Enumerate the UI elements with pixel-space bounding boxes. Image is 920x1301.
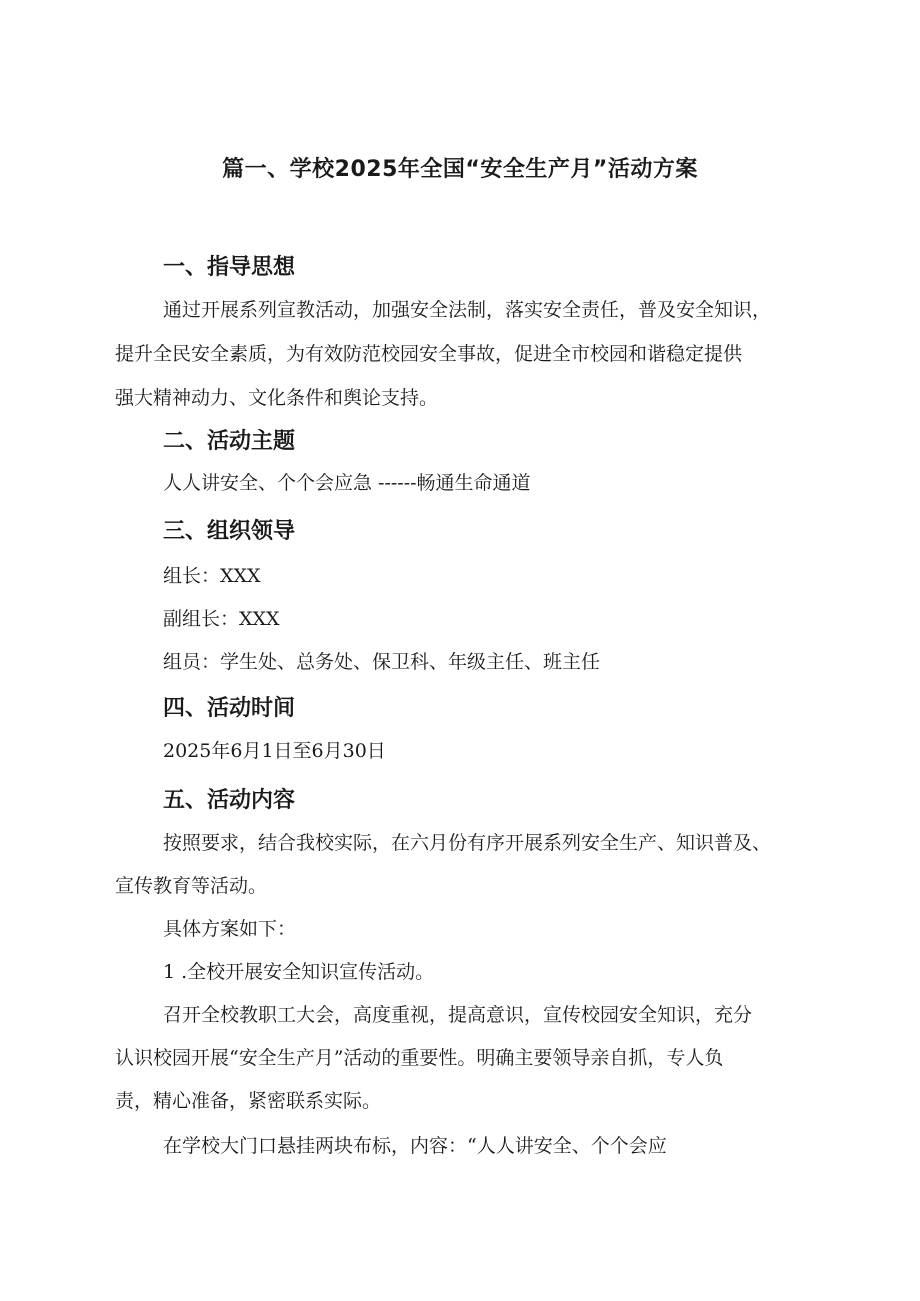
- section-heading-activity-time: 四、活动时间: [163, 696, 296, 721]
- paragraph-line: 通过开展系列宣教活动，加强安全法制，落实安全责任，普及安全知识，: [163, 299, 772, 321]
- members-line: 组员：学生处、总务处、保卫科、年级主任、班主任: [163, 651, 601, 673]
- paragraph-line: 宣传教育等活动。: [115, 875, 268, 897]
- plan-label: 具体方案如下：: [163, 918, 297, 940]
- section-heading-activity-content: 五、活动内容: [163, 788, 296, 813]
- paragraph-line: 强大精神动力、文化条件和舆论支持。: [115, 387, 439, 409]
- deputy-leader-line: 副组长：XXX: [163, 608, 280, 630]
- paragraph-line: 召开全校教职工大会，高度重视，提高意识，宣传校园安全知识，充分: [163, 1004, 753, 1026]
- paragraph-line: 认识校园开展“安全生产月”活动的重要性。明确主要领导亲自抓，专人负: [115, 1047, 724, 1069]
- item-1-title: 1 .全校开展安全知识宣传活动。: [163, 961, 435, 983]
- document-title: 篇一、学校2025年全国“安全生产月”活动方案: [222, 157, 698, 182]
- paragraph-line: 按照要求，结合我校实际，在六月份有序开展系列安全生产、知识普及、: [163, 832, 772, 854]
- section-heading-activity-theme: 二、活动主题: [163, 429, 296, 454]
- leader-line: 组长：XXX: [163, 565, 261, 587]
- paragraph-line: 责，精心准备，紧密联系实际。: [115, 1090, 382, 1112]
- section-heading-guiding-ideology: 一、指导思想: [163, 255, 296, 280]
- paragraph-line: 提升全民安全素质，为有效防范校园安全事故，促进全市校园和谐稳定提供: [115, 343, 743, 365]
- activity-time-text: 2025年6月1日至6月30日: [163, 740, 386, 762]
- activity-theme-text: 人人讲安全、个个会应急 ------畅通生命通道: [163, 472, 531, 494]
- section-heading-organization: 三、组织领导: [163, 519, 296, 544]
- paragraph-line: 在学校大门口悬挂两块布标，内容：“人人讲安全、个个会应: [163, 1135, 667, 1157]
